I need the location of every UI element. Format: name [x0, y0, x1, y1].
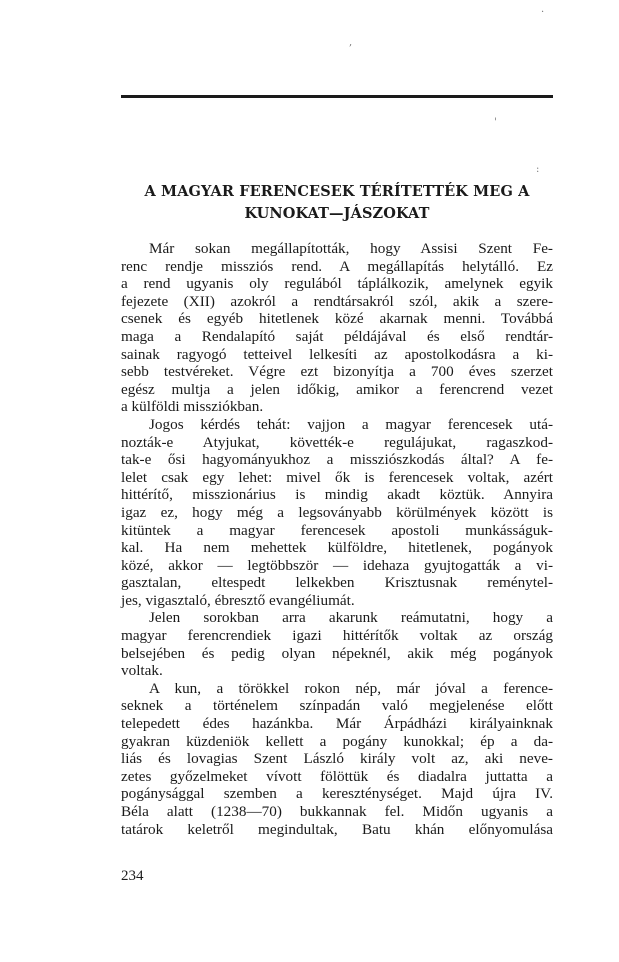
text-line: tak-e ősi hagyományukhoz a missziószkodás által? A fe-	[121, 451, 553, 469]
text-line: Jelen sorokban arra akarunk reámutatni, hogy a	[149, 609, 553, 627]
text-line: maga a Rendalapító saját példájával és első rendtár-	[121, 327, 553, 345]
text-line: Már sokan megállapították, hogy Assisi Szent Fe-	[149, 240, 553, 257]
text-line: renc rendje missziós rend. A megállapítás helytálló. Ez	[121, 257, 553, 275]
text-line: sainak ragyogó tetteivel lelkesíti az apostolkodásra a ki-	[121, 345, 553, 363]
page-number: 234	[121, 868, 144, 884]
chapter-title-line-2: KUNOKAT—JÁSZOKAT	[244, 205, 430, 222]
text-line: hittérítő, misszionárius is mindig akadt köztük. Annyira	[121, 486, 553, 504]
text-line: közé, akkor — legtöbbször — idehaza gyujtogatták a vi-	[121, 556, 553, 574]
text-line: pogánysággal szemben a kereszténységet. Majd újra IV.	[121, 785, 553, 803]
text-line: liás és lovagias Szent László király volt az, aki neve-	[121, 750, 553, 768]
text-line: kal. Ha nem mehettek külföldre, hitetlenek, pogányok	[121, 539, 553, 557]
scan-speck: ,	[349, 37, 353, 48]
text-line: zetes győzelmeket vívott fölöttük és diadalra juttatta a	[121, 767, 553, 785]
text-line: egész multja a jelen időkig, amikor a ferencrend vezet	[121, 380, 553, 398]
body-text	[121, 240, 553, 838]
text-line: Béla alatt (1238—70) bukkannak fel. Midőn ugyanis a	[121, 803, 553, 820]
text-line: fejezete (XII) azokról a rendtársakról szól, akik a szere-	[121, 292, 553, 310]
text-line: csenek és egyéb hitetlenek közé akarnak menni. Továbbá	[121, 310, 553, 328]
text-line: jes, vigasztaló, ébresztő evangéliumát.	[121, 591, 355, 609]
text-line: magyar ferencrendiek igazi hittérítők voltak az ország	[121, 627, 553, 645]
text-line: nozták-e Atyjukat, követték-e regulájukat, ragaszkod-	[121, 433, 553, 451]
text-line: lelet csak egy lehet: mivel ők is ferencesek voltak, azért	[121, 468, 553, 486]
text-line: A kun, a törökkel rokon nép, már jóval a ference-	[149, 679, 553, 697]
text-line: telepedett édes hazánkba. Már Árpádházi királyainknak	[121, 715, 553, 733]
scan-speck: ·	[541, 7, 545, 18]
text-line: gasztalan, eltespedt lelkekben Krisztusnak reménytel-	[121, 574, 553, 592]
scan-speck: :	[536, 164, 540, 175]
text-line: a külföldi missziókban.	[121, 398, 264, 416]
header-rule	[121, 95, 553, 98]
text-line: gyakran küzdeniök kellett a pogány kunokkal; ép a da-	[121, 732, 553, 750]
text-line: sebb testvéreket. Végre ezt bizonyítja a 700 éves szerzet	[121, 363, 553, 381]
text-line: seknek a történelem színpadán való megjelenése előtt	[121, 697, 553, 715]
chapter-title-line-1: A MAGYAR FERENCESEK TÉRÍTETTÉK MEG A	[144, 183, 530, 200]
text-line: igaz ez, hogy még a legsoványabb körülmények között is	[121, 503, 553, 521]
text-line: belsejében és pedig olyan népeknél, akik még pogányok	[121, 644, 553, 662]
chapter-title	[118, 181, 556, 225]
text-line: tatárok keletről megindultak, Batu khán előnyomulása	[121, 820, 553, 838]
text-line: voltak.	[121, 662, 163, 680]
text-line: a rend ugyanis oly regulából táplálkozik, amelynek egyik	[121, 275, 553, 293]
text-line: kitüntek a magyar ferencesek apostoli munkásságuk-	[121, 521, 553, 539]
text-line: Jogos kérdés tehát: vajjon a magyar ferencesek utá-	[149, 415, 553, 433]
scan-speck: '	[494, 117, 497, 128]
